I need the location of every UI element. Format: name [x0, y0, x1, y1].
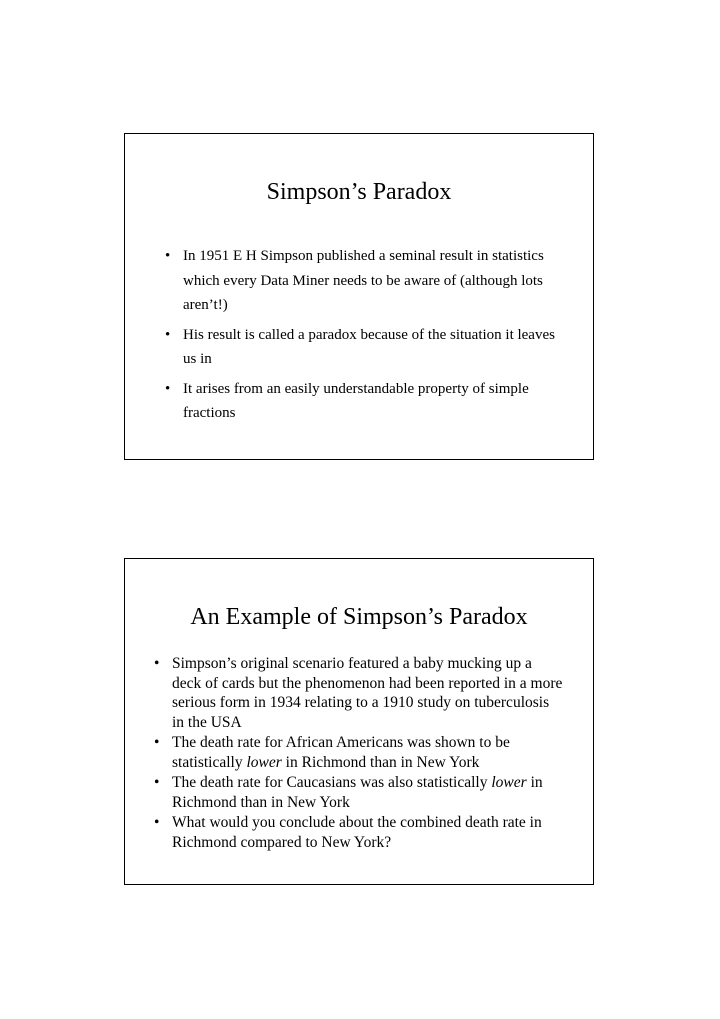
bullet-dot-icon: •: [154, 655, 160, 672]
bullet-text: Simpson’s original scenario featured a baby mucking up a deck of cards but the phenomenon had been reported in a more serious form in 1934 relating to a 1910 study on tuberculosis in the USA: [172, 655, 563, 731]
bullet-emphasis-text: lower: [491, 774, 527, 791]
bullet-dot-icon: •: [154, 774, 160, 791]
bullet-text: His result is called a paradox because of the situation it leaves us in: [183, 326, 555, 367]
slide-2-bullet-1: [154, 654, 563, 732]
bullet-text: It arises from an easily understandable property of simple fractions: [183, 380, 529, 421]
slide-2: [124, 558, 594, 885]
slide-1-bullet-3: [165, 377, 563, 426]
bullet-text: The death rate for Caucasians was also statistically: [172, 774, 492, 791]
bullet-text: The death rate for African Americans was shown to be statistically: [172, 734, 510, 771]
bullet-dot-icon: •: [154, 814, 160, 831]
slide-1-bullet-1: [165, 244, 563, 318]
slide-2-bullet-4: [154, 813, 563, 852]
bullet-text: in Richmond than in New York: [281, 753, 480, 771]
bullet-text: What would you conclude about the combined death rate in Richmond compared to New York?: [172, 814, 542, 851]
bullet-dot-icon: •: [165, 248, 171, 264]
bullet-dot-icon: •: [165, 380, 171, 397]
slide-1-bullet-list: [165, 244, 563, 426]
bullet-text: In 1951 E H Simpson published a seminal result in statistics which every Data Miner needs to be aware of (although lots aren’t!): [183, 248, 544, 313]
bullet-dot-icon: •: [165, 326, 171, 343]
bullet-dot-icon: •: [154, 734, 160, 751]
slide-1-title: Simpson’s Paradox: [266, 179, 452, 205]
bullet-text: in Richmond than in New York: [172, 774, 543, 811]
slide-2-bullet-list: [154, 654, 563, 852]
slide-2-title: An Example of Simpson’s Paradox: [190, 604, 528, 630]
slide-1: [124, 133, 594, 460]
slide-2-bullet-2: [154, 733, 563, 772]
slide-2-bullet-3: [154, 773, 563, 812]
bullet-emphasis-text: lower: [246, 753, 282, 771]
slide-1-bullet-2: [165, 323, 563, 372]
